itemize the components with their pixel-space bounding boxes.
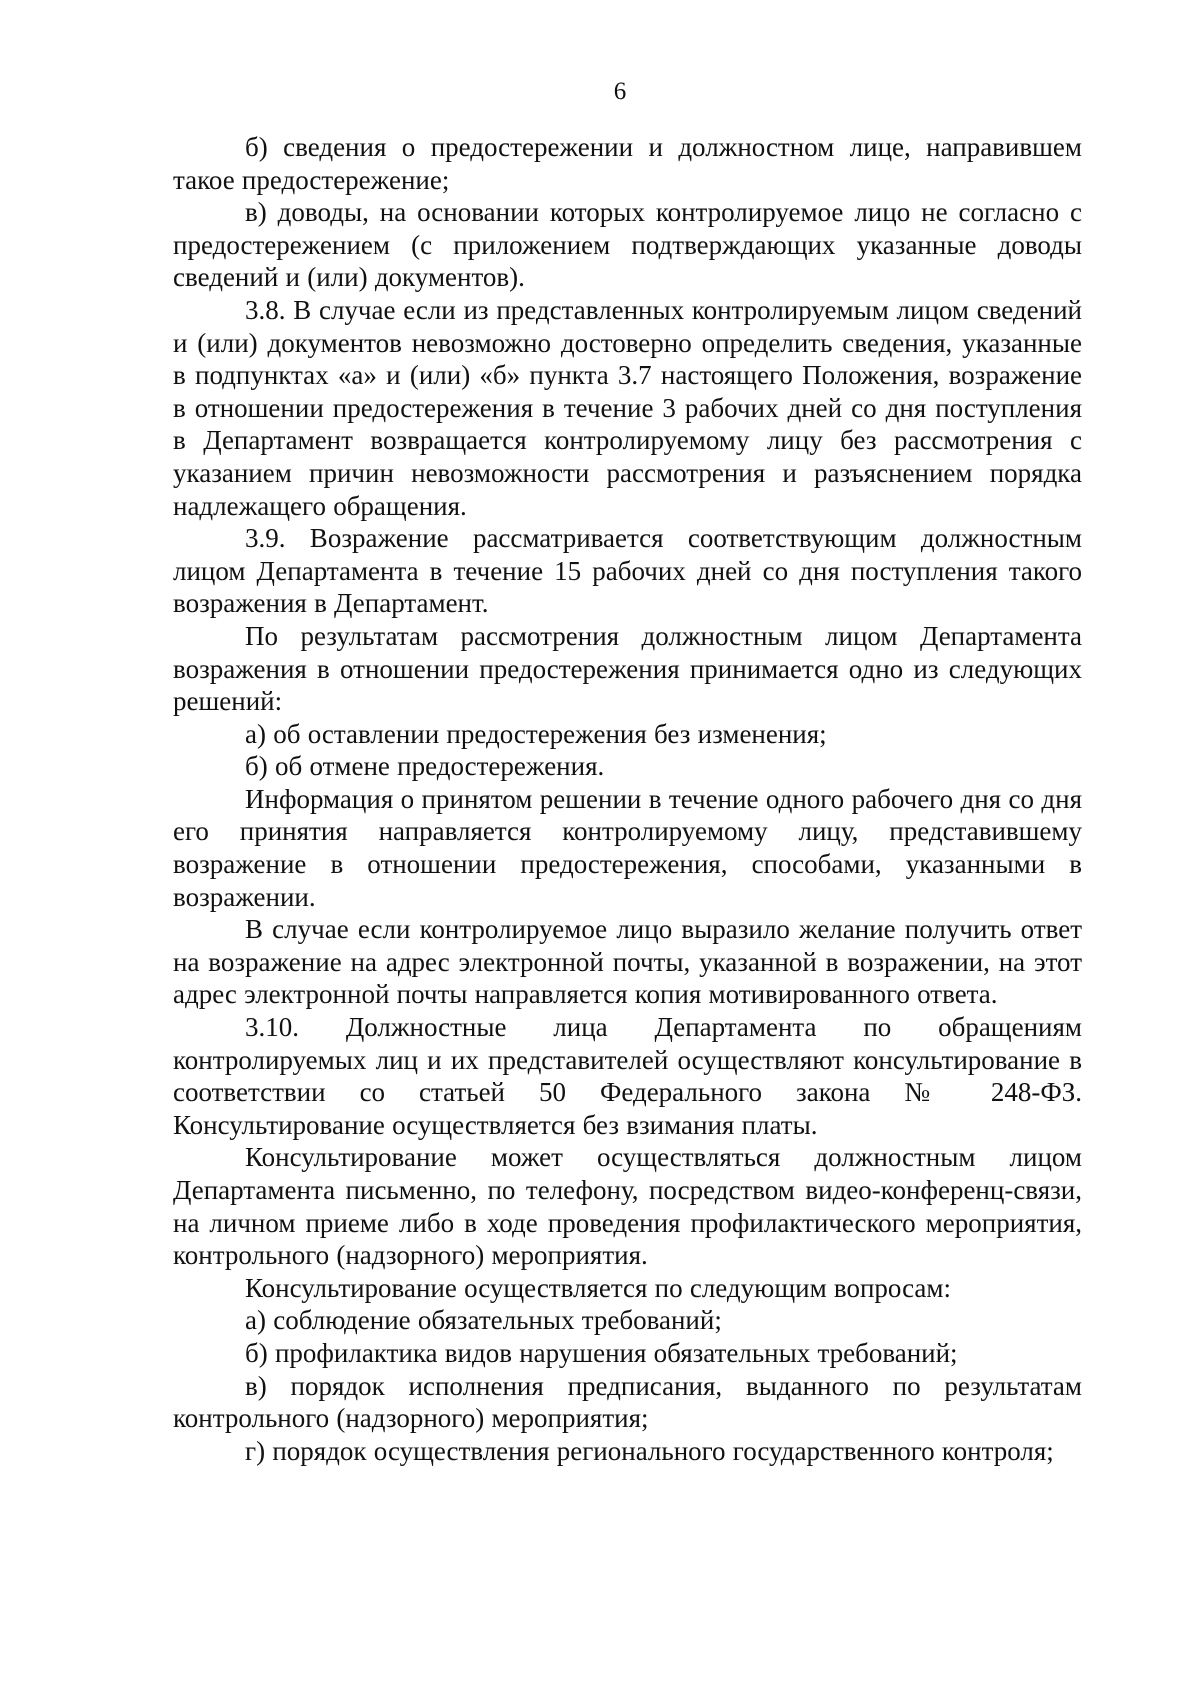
paragraph: По результатам рассмотрения должностным лицом Департамента возражения в отношении предостережения принимается одно из следующих решений: bbox=[173, 620, 1082, 717]
paragraph: 3.10. Должностные лица Департамента по обращениям контролируемых лиц и их представителей осуществляют консультирование в соответствии со статьей 50 Федерального закона № 248-ФЗ. Консультирование осуществляется без взимания платы. bbox=[173, 1012, 1082, 1140]
paragraph: г) порядок осуществления регионального государственного контроля; bbox=[245, 1435, 1054, 1466]
paragraph: Консультирование осуществляется по следующим вопросам: bbox=[245, 1272, 951, 1303]
paragraph: а) об оставлении предостережения без изменения; bbox=[245, 718, 827, 749]
paragraph: Консультирование может осуществляться должностным лицом Департамента письменно, по телефону, посредством видео-конференц-связи, на личном приеме либо в ходе проведения профилактического мероприятия, контрольного (надзорного) мероприятия. bbox=[173, 1142, 1082, 1271]
paragraph: в) доводы, на основании которых контролируемое лицо не согласно с предостережением (с приложением подтверждающих указанные доводы сведений и (или) документов). bbox=[173, 197, 1082, 293]
paragraph: б) сведения о предостережении и должностном лице, направившем такое предостережение; bbox=[173, 132, 1082, 195]
paragraph: 3.8. В случае если из представленных контролируемым лицом сведений и (или) документов невозможно достоверно определить сведения, указанные в подпунктах «а» и (или) «б» пункта 3.7 настоящего Положения, возражение в отношении предостережения в течение 3 рабочих дней со дня поступления в Департамент возвращается контролируемому лицу без рассмотрения с указанием причин невозможности рассмотрения и разъяснением порядка надлежащего обращения. bbox=[173, 294, 1082, 521]
paragraph: Информация о принятом решении в течение одного рабочего дня со дня его принятия направляется контролируемому лицу, представившему возражение в отношении предостережения, способами, указанными в возражении. bbox=[173, 783, 1082, 912]
paragraph: в) порядок исполнения предписания, выданного по результатам контрольного (надзорного) мероприятия; bbox=[173, 1370, 1082, 1434]
paragraph: а) соблюдение обязательных требований; bbox=[245, 1305, 722, 1336]
paragraph: В случае если контролируемое лицо выразило желание получить ответ на возражение на адрес электронной почты, указанной в возражении, на этот адрес электронной почты направляется копия мотивированного ответа. bbox=[173, 914, 1082, 1010]
paragraph: 3.9. Возражение рассматривается соответствующим должностным лицом Департамента в течение 15 рабочих дней со дня поступления такого возражения в Департамент. bbox=[173, 523, 1082, 619]
page-number: 6 bbox=[613, 78, 627, 105]
document-body bbox=[173, 131, 1082, 1467]
paragraph: б) об отмене предостережения. bbox=[245, 751, 605, 782]
paragraph: б) профилактика видов нарушения обязательных требований; bbox=[245, 1337, 958, 1368]
